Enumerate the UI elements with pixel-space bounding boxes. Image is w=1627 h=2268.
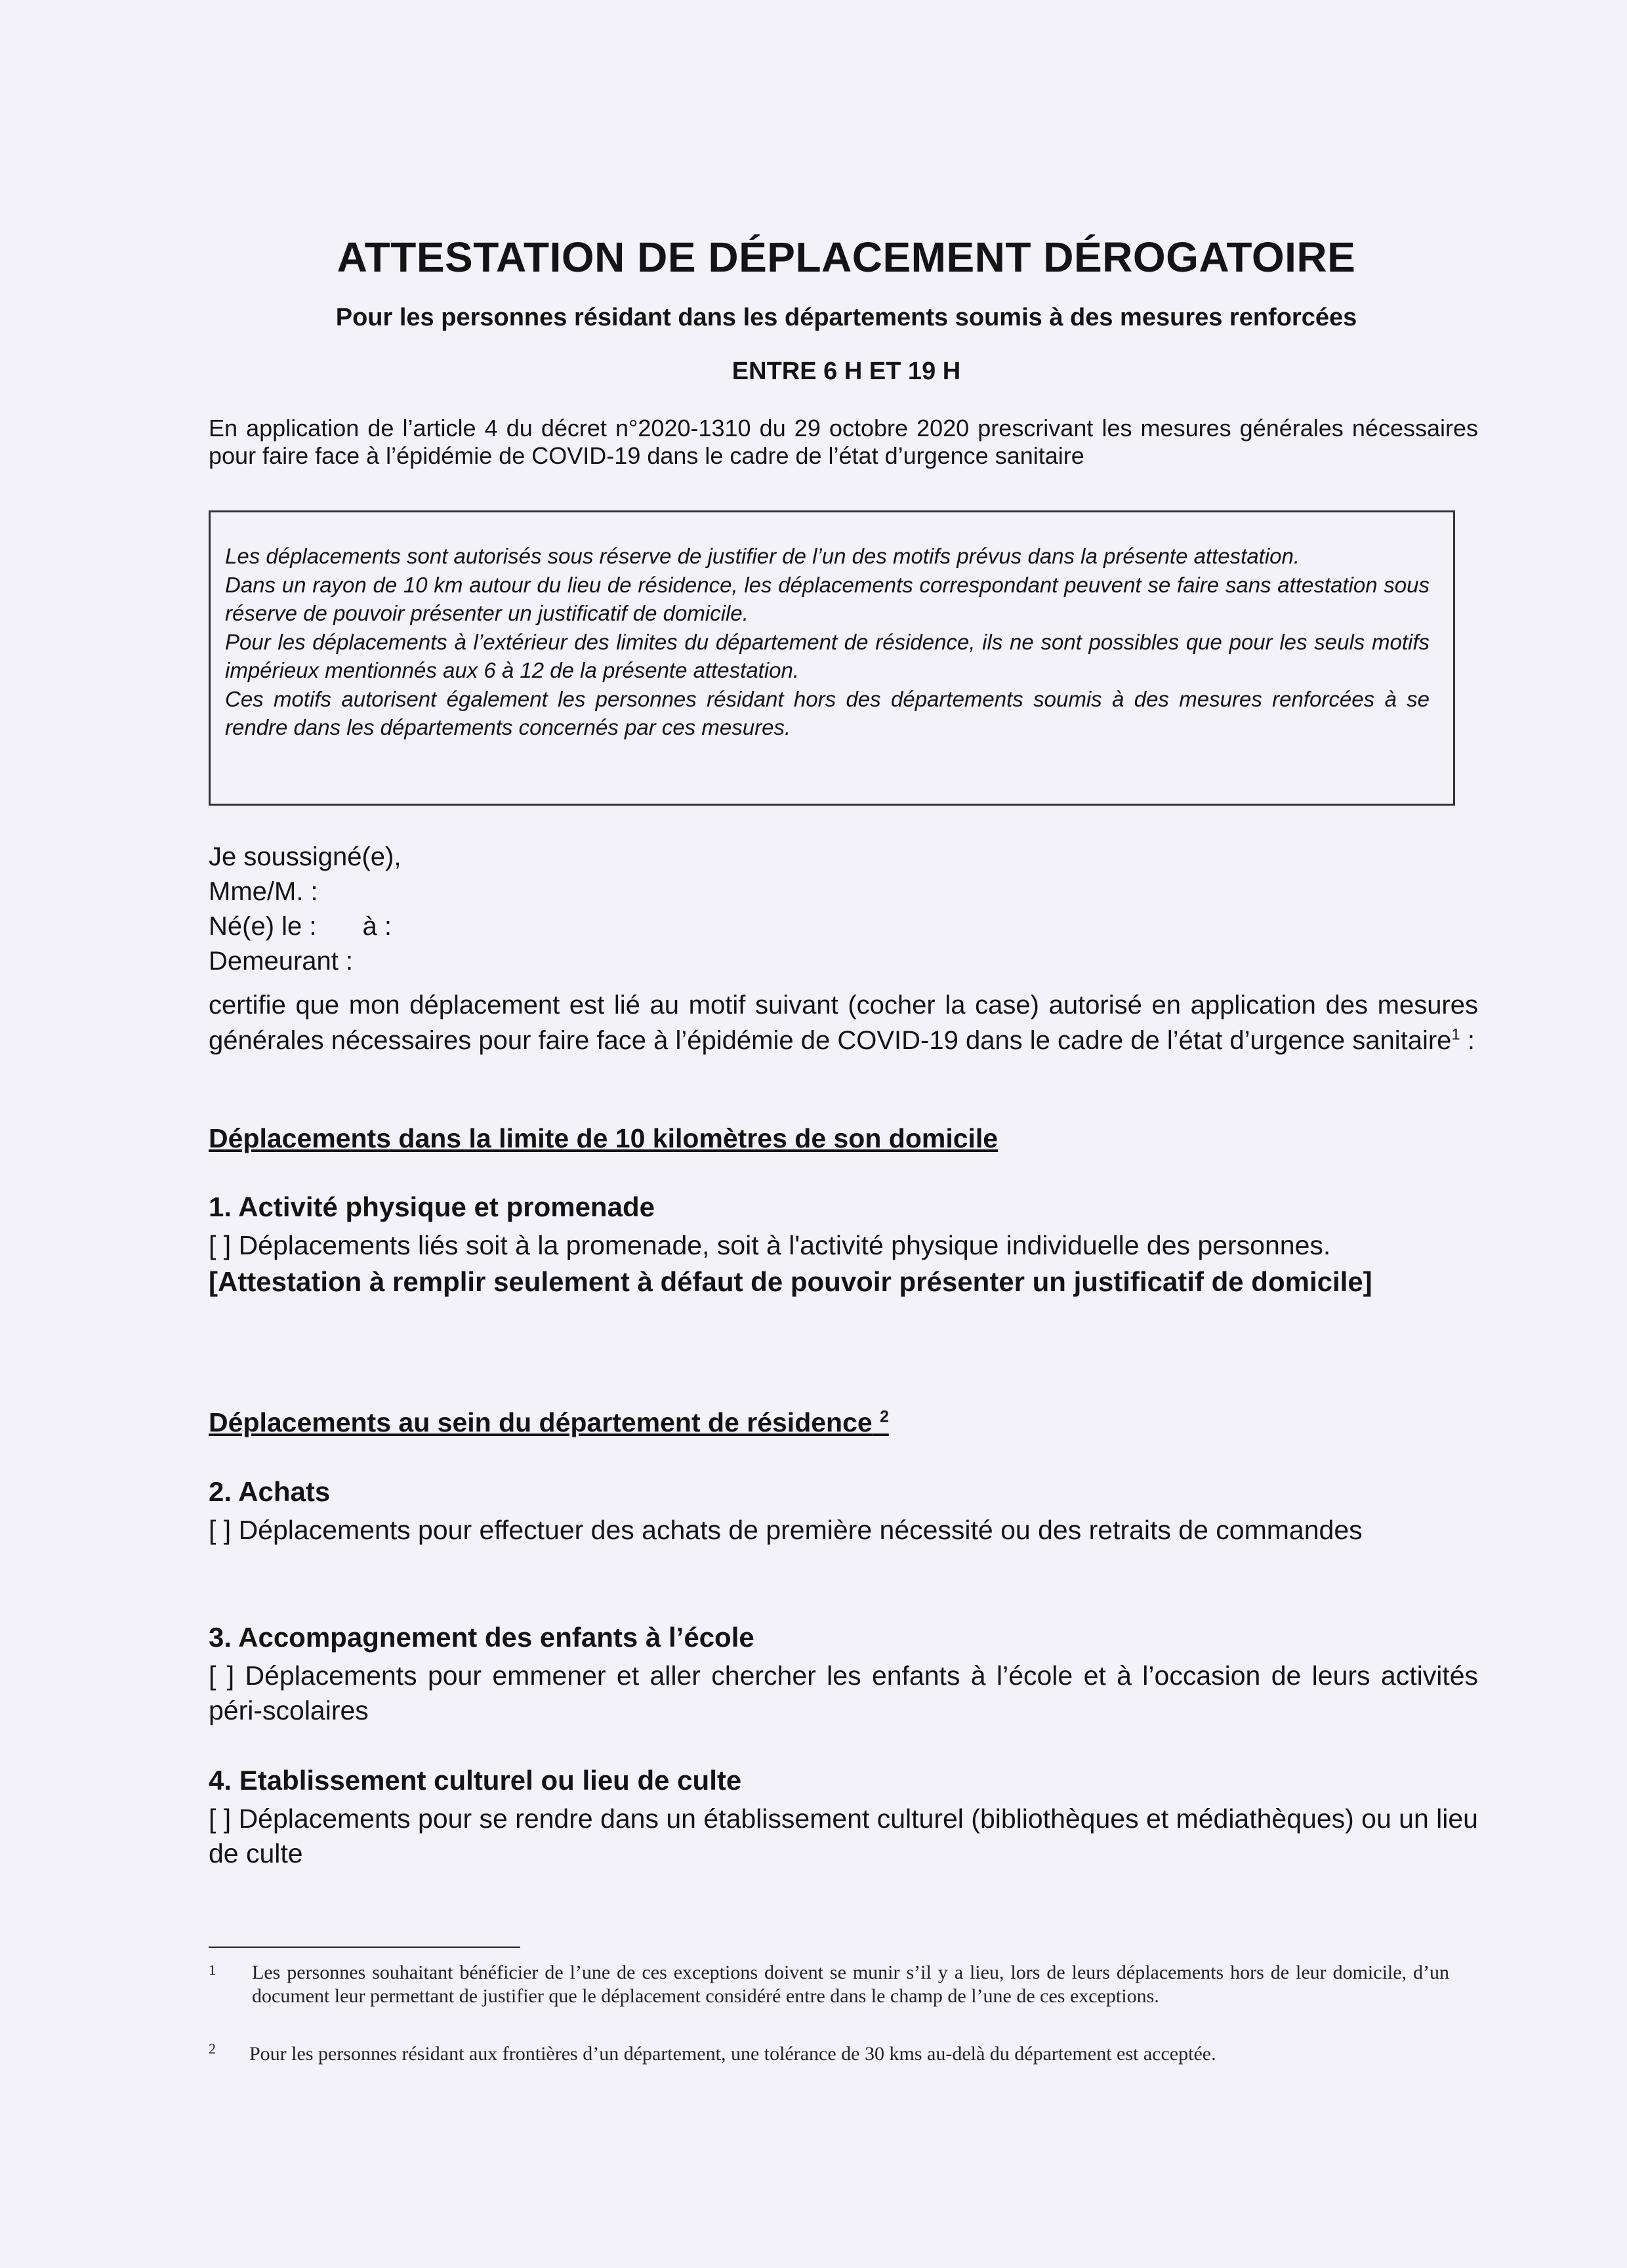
motif-title: 4. Etablissement culturel ou lieu de culte — [209, 1765, 742, 1796]
section-heading-10km: Déplacements dans la limite de 10 kilomètres de son domicile — [209, 1123, 999, 1153]
motif-title: 3. Accompagnement des enfants à l’école — [209, 1622, 754, 1653]
motif-1 — [209, 1191, 1478, 1300]
birth-date-field[interactable]: Né(e) le : — [209, 912, 317, 941]
time-window: ENTRE 6 H ET 19 H — [731, 358, 961, 385]
name-field[interactable]: Mme/M. : — [209, 877, 318, 906]
motif-title: 2. Achats — [209, 1476, 331, 1507]
footnote-number: 2 — [209, 2040, 216, 2057]
footnote-ref: 2 — [880, 1408, 889, 1426]
footnote-text: Les personnes souhaitant bénéficier de l’une de ces exceptions doivent se munir s’il y a lieu, lors de leurs déplacements hors de leur domicile, d’un document leur permettant de justifier que le déplacement considéré entre dans le champ de l’une de ces exceptions. — [252, 1962, 1449, 2007]
notice-paragraph: Les déplacements sont autorisés sous réserve de justifier de l’un des motifs prévus dans la présente attestation. — [225, 544, 1300, 568]
undersigned-label: Je soussigné(e), — [209, 842, 402, 871]
motif-checkbox-text[interactable]: [ ] Déplacements pour se rendre dans un établissement culturel (bibliothèques et médiathèques) ou un lieu de culte — [209, 1804, 1478, 1868]
certification-text — [209, 987, 1478, 1058]
notice-paragraph: Pour les déplacements à l’extérieur des limites du département de résidence, ils ne sont possibles que pour les seuls motifs impérieux mentionnés aux 6 à 12 de la présente attestation. — [225, 629, 1430, 682]
section-heading-text: Déplacements au sein du département de résidence — [209, 1407, 873, 1437]
identity-block — [209, 840, 401, 979]
certification-body: certifie que mon déplacement est lié au motif suivant (cocher la case) autorisé en application des mesures générales nécessaires pour faire face à l’épidémie de COVID-19 dans le cadre de l’état d’urgence sanitaire — [209, 991, 1478, 1055]
footnote-separator — [209, 1947, 520, 1948]
document-title: ATTESTATION DE DÉPLACEMENT DÉROGATOIRE — [337, 234, 1356, 281]
certification-suffix: : — [1460, 1026, 1475, 1055]
footnotes — [209, 1958, 1481, 2103]
decree-reference: En application de l’article 4 du décret n°2020-1310 du 29 octobre 2020 prescrivant les mesures générales nécessaires pour faire face à l’épidémie de COVID-19 dans le cadre de l’état d’urgence sanitaire — [209, 415, 1478, 469]
motif-title: 1. Activité physique et promenade — [209, 1191, 655, 1222]
bleed-through-shadow — [951, 210, 1345, 236]
motif-checkbox-text[interactable]: [ ] Déplacements pour emmener et aller chercher les enfants à l’école et à l’occasion de leurs activités péri-scolaires — [209, 1660, 1478, 1725]
footnote-ref: 1 — [1451, 1025, 1460, 1044]
motif-checkbox-text[interactable]: [ ] Déplacements liés soit à la promenade, soit à l'activité physique individuelle des personnes. — [209, 1230, 1331, 1260]
birth-row — [209, 909, 401, 944]
notice-box — [209, 510, 1455, 806]
notice-paragraph: Ces motifs autorisent également les personnes résidant hors des départements soumis à des mesures renforcées à se rendre dans les départements concernés par ces mesures. — [225, 686, 1430, 739]
birth-place-field[interactable]: à : — [362, 912, 392, 941]
motif-3 — [209, 1622, 1478, 1728]
footnote-text: Pour les personnes résidant aux frontières d’un département, une tolérance de 30 kms au-delà du département est acceptée. — [249, 2043, 1216, 2065]
motif-checkbox-text[interactable]: [ ] Déplacements pour effectuer des achats de première nécessité ou des retraits de commandes — [209, 1515, 1363, 1545]
motif-2 — [209, 1476, 1478, 1548]
document-subtitle: Pour les personnes résidant dans les départements soumis à des mesures renforcées — [335, 304, 1357, 331]
address-field[interactable]: Demeurant : — [209, 947, 354, 976]
motif-note: [Attestation à remplir seulement à défaut de pouvoir présenter un justificatif de domicile] — [209, 1266, 1372, 1297]
footnote-number: 1 — [209, 1962, 216, 1978]
motif-4 — [209, 1765, 1478, 1871]
notice-paragraph: Dans un rayon de 10 km autour du lieu de résidence, les déplacements correspondant peuvent se faire sans attestation sous réserve de pouvoir présenter un justificatif de domicile. — [225, 572, 1430, 625]
section-heading-department — [209, 1407, 889, 1438]
